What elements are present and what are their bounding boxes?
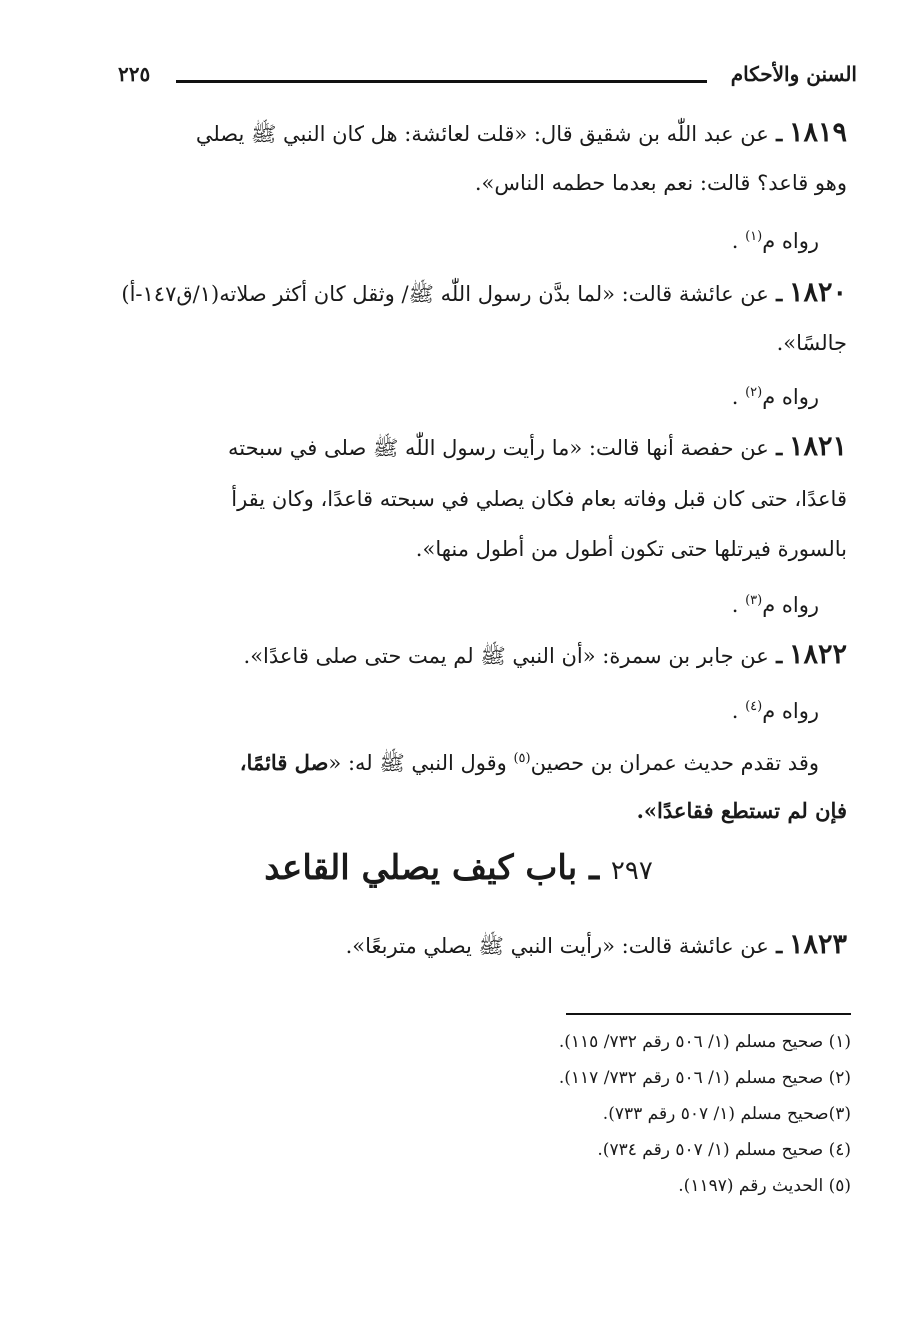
riwaya-text: رواه م: [762, 229, 819, 253]
footnote-ref: (٤): [745, 699, 763, 714]
hadith-number: ١٨٢٣: [788, 929, 847, 960]
hadith-1819-line-2: وهو قاعد؟ قالت: نعم بعدما حطمه الناس».: [474, 171, 847, 195]
hadith-1821-line-2: قاعدًا، حتى كان قبل وفاته بعام فكان يصلي في سبحته قاعدًا، وكان يقرأ: [231, 487, 847, 511]
closing-text: وقد تقدم حديث عمران بن حصين: [530, 751, 819, 775]
hadith-dash: ـ: [768, 933, 783, 958]
hadith-text: عن حفصة أنها قالت: «ما رأيت رسول اللّٰه ﷺ صلى في سبحته: [228, 436, 769, 460]
footnote-1: (١) صحيح مسلم (١/ ٥٠٦ رقم ٧٣٢/ ١١٥).: [558, 1032, 851, 1052]
hadith-1821-line-3: بالسورة فيرتلها حتى تكون أطول من أطول منها».: [415, 537, 847, 561]
hadith-1823-line-1: [346, 930, 847, 961]
hadith-1821-line-1: [228, 432, 847, 463]
chapter-title: باب كيف يصلي القاعد: [264, 848, 578, 888]
hadith-number: ١٨١٩: [788, 117, 847, 148]
footnote-ref: (٣): [745, 593, 763, 608]
header-rule: [176, 80, 707, 83]
hadith-text: عن عائشة قالت: «رأيت النبي ﷺ يصلي متربعًا».: [345, 934, 769, 958]
hadith-1821-riwaya: رواه م$^{(٣)}$ .: [731, 593, 819, 617]
manuscript-marker: (١/ق١٤٧-أ): [121, 282, 220, 306]
hadith-text: عن عائشة قالت: «لما بدَّن رسول اللّٰه ﷺ/ وثقل كان أكثر صلاته: [219, 282, 769, 306]
closing-text-mid: وقول النبي ﷺ له: «: [328, 751, 514, 775]
page-header: [118, 62, 857, 102]
hadith-1820-line-2: جالسًا».: [776, 331, 847, 355]
hadith-number: ١٨٢٢: [788, 639, 847, 670]
hadith-1820-line-1: [121, 278, 847, 309]
chapter-heading: [0, 848, 917, 888]
hadith-text: عن جابر بن سمرة: «أن النبي ﷺ لم يمت حتى صلى قاعدًا».: [243, 644, 769, 668]
hadith-number: ١٨٢٠: [788, 277, 847, 308]
hadith-dash: ـ: [768, 643, 783, 668]
footnote-5: (٥) الحديث رقم (١١٩٧).: [678, 1176, 851, 1196]
running-title: السنن والأحكام: [730, 62, 857, 86]
hadith-number: ١٨٢١: [788, 431, 847, 462]
hadith-1822-line-1: [244, 640, 847, 671]
footnote-4: (٤) صحيح مسلم (١/ ٥٠٧ رقم ٧٣٤).: [597, 1140, 851, 1160]
chapter-number: ٢٩٧: [610, 856, 653, 886]
hadith-1819-line-1: [196, 118, 847, 149]
closing-line-2: فإن لم تستطع فقاعدًا».: [636, 798, 847, 823]
footnote-separator: [566, 1013, 851, 1015]
riwaya-text: رواه م: [762, 593, 819, 617]
footnote-ref: (٥): [513, 751, 531, 766]
footnote-ref: (٢): [745, 385, 763, 400]
riwaya-text: رواه م: [762, 699, 819, 723]
hadith-1820-riwaya: رواه م$^{(٢)}$ .: [731, 385, 819, 409]
riwaya-text: رواه م: [762, 385, 819, 409]
hadith-text: عن عبد اللّٰه بن شقيق قال: «قلت لعائشة: هل كان النبي ﷺ يصلي: [195, 122, 769, 146]
hadith-1822-riwaya: رواه م$^{(٤)}$ .: [731, 699, 819, 723]
chapter-dash: ـ: [577, 848, 600, 888]
hadith-dash: ـ: [768, 121, 783, 146]
hadith-dash: ـ: [768, 281, 783, 306]
footnote-2: (٢) صحيح مسلم (١/ ٥٠٦ رقم ٧٣٢/ ١١٧).: [558, 1068, 851, 1088]
closing-bold-text: صل قائمًا،: [239, 750, 329, 775]
hadith-1819-riwaya: رواه م$^{(١)}$ .: [731, 229, 819, 253]
footnote-3: (٣)صحيح مسلم (١/ ٥٠٧ رقم ٧٣٣).: [602, 1104, 851, 1124]
footnote-ref: (١): [745, 229, 763, 244]
hadith-dash: ـ: [768, 435, 783, 460]
page-number: ٢٢٥: [118, 62, 151, 86]
closing-line-1: [240, 744, 819, 778]
